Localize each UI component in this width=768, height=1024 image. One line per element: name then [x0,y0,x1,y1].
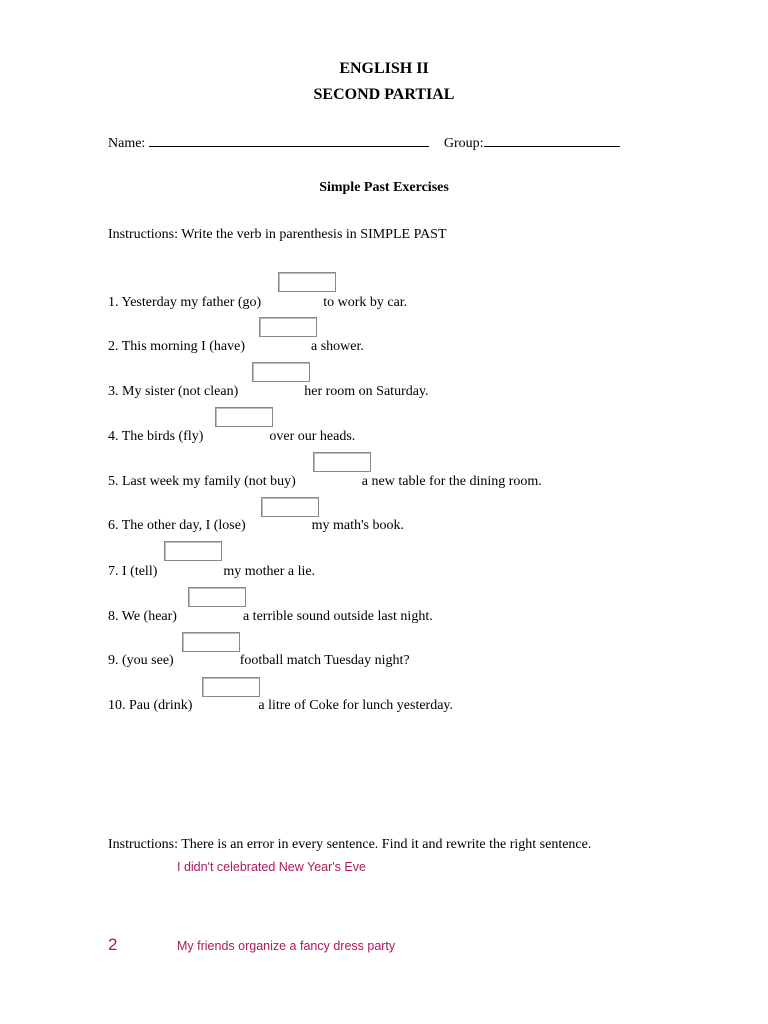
exercise-item-1 [108,295,407,311]
answer-input-5[interactable] [313,452,371,472]
item-text-before: 7. I (tell) [108,564,158,579]
item-text-after: football match Tuesday night? [239,653,410,668]
exercise-item-7 [108,564,315,580]
exercise-item-9 [108,653,410,669]
item-text-before: 1. Yesterday my father (go) [108,295,262,310]
answer-input-6[interactable] [261,497,319,517]
item-text-after: my mother a lie. [223,564,316,579]
answer-input-7[interactable] [164,541,222,561]
group-field[interactable] [484,134,620,147]
exercise-item-4 [108,429,355,445]
item-text-before: 5. Last week my family (not buy) [108,474,296,489]
item-text-after: to work by car. [323,295,408,310]
item-text-after: a new table for the dining room. [361,474,542,489]
error-sentence-1: I didn't celebrated New Year's Eve [177,860,366,874]
item-text-after: a terrible sound outside last night. [242,609,433,624]
item-text-before: 2. This morning I (have) [108,339,245,354]
item-number-2: 2 [108,935,118,954]
exercise-item-3 [108,384,429,400]
title-second-partial: SECOND PARTIAL [313,86,455,103]
item-text-before: 3. My sister (not clean) [108,384,239,399]
answer-input-9[interactable] [182,632,240,652]
item-text-before: 9. (you see) [108,653,174,668]
answer-input-10[interactable] [202,677,260,697]
exercise-item-8 [108,609,433,625]
item-text-after: my math's book. [311,518,404,533]
item-text-after: her room on Saturday. [304,384,429,399]
item-text-before: 8. We (hear) [108,609,177,624]
title-english-ii: ENGLISH II [339,60,429,77]
exercise-item-10 [108,698,453,714]
answer-input-3[interactable] [252,362,310,382]
item-text-after: a shower. [311,339,364,354]
item-text-before: 4. The birds (fly) [108,429,204,444]
exercise-item-6 [108,518,404,534]
item-text-after: a litre of Coke for lunch yesterday. [258,698,454,713]
instructions-2: Instructions: There is an error in every sentence. Find it and rewrite the right sentence. [108,837,592,852]
item-text-before: 10. Pau (drink) [108,698,193,713]
name-field[interactable] [149,134,429,147]
name-label: Name: [108,136,146,151]
item-text-before: 6. The other day, I (lose) [108,518,246,533]
exercise-item-2 [108,339,364,355]
exercise-item-5 [108,474,542,490]
item-text-after: over our heads. [269,429,356,444]
instructions-1: Instructions: Write the verb in parenthesis in SIMPLE PAST [108,227,447,242]
answer-input-2[interactable] [259,317,317,337]
error-sentence-2: My friends organize a fancy dress party [177,939,396,953]
group-label: Group: [443,136,484,151]
answer-input-1[interactable] [278,272,336,292]
section-heading: Simple Past Exercises [319,180,449,195]
answer-input-8[interactable] [188,587,246,607]
name-group-row [108,134,620,152]
answer-input-4[interactable] [215,407,273,427]
